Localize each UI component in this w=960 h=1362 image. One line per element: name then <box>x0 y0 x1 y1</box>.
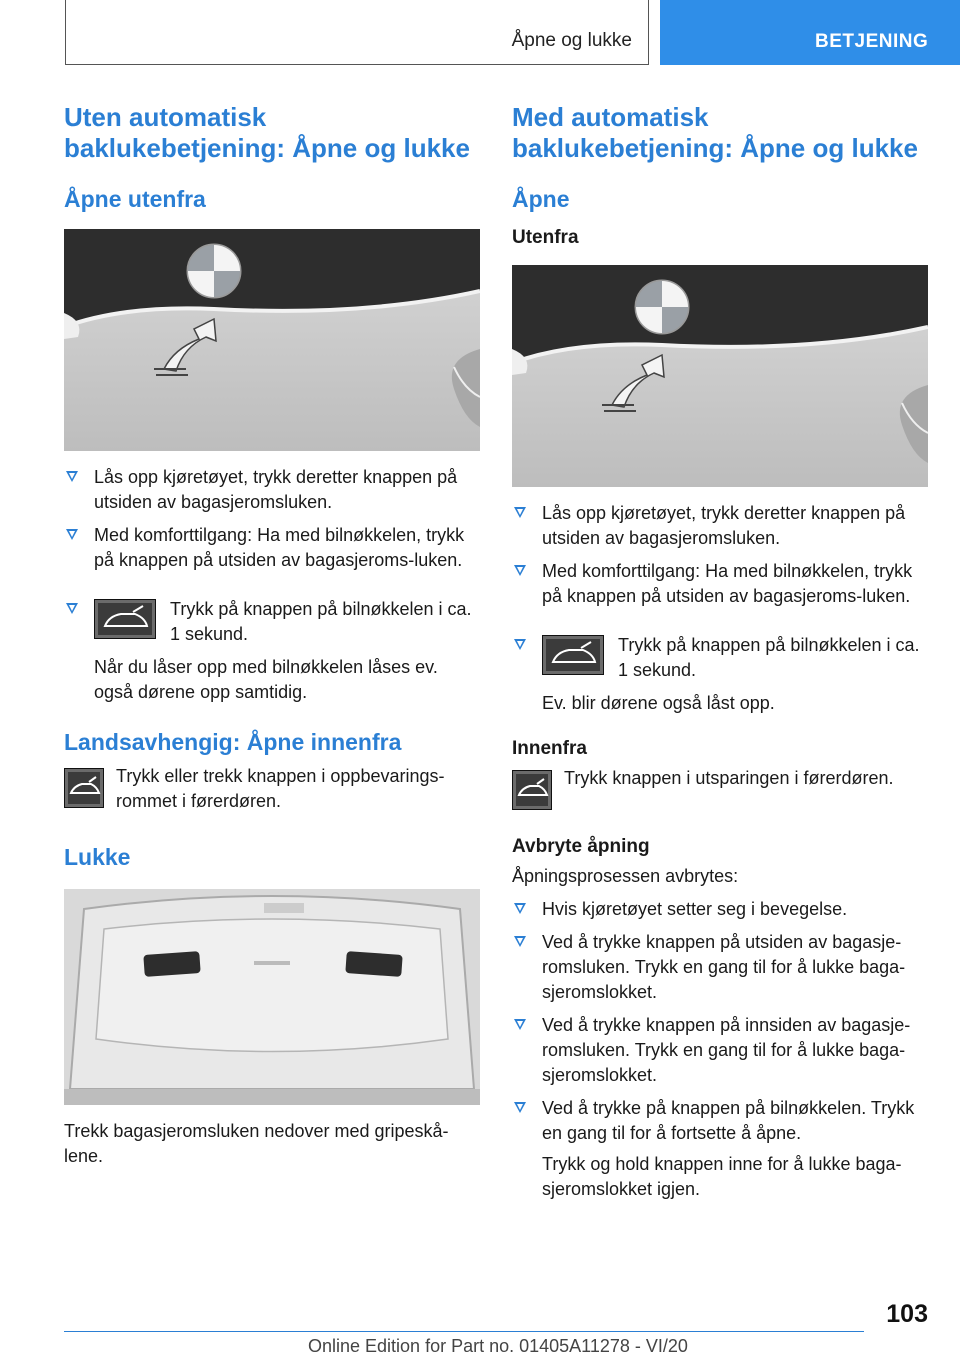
list-item: Ved å trykke knappen på utsiden av bagasje-romsluken. Trykk en gang til for å lukke baga-sjeromslokket. <box>512 930 928 1005</box>
right-inside-row <box>512 766 928 814</box>
left-open-outside-heading: Åpne utenfra <box>64 186 206 212</box>
left-section-title: Uten automatisk baklukebetjening: Åpne og lukke <box>64 102 470 163</box>
footer-edition: Online Edition for Part no. 01405A11278 - VI/20 <box>308 1336 688 1356</box>
chapter-tab[interactable] <box>660 0 960 65</box>
trunk-exterior-photo <box>64 229 480 451</box>
trunk-exterior-photo-right <box>512 265 928 487</box>
list-item: Lås opp kjøretøyet, trykk deretter knappen på utsiden av bagasjeromsluken. <box>512 501 928 551</box>
right-cancel-heading: Avbryte åpning <box>512 836 650 857</box>
trunk-button-arrow-illustration <box>64 229 480 451</box>
list-item: Ved å trykke knappen på innsiden av bagasje-romsluken. Trykk en gang til for å lukke baga-sjeromslokket. <box>512 1013 928 1088</box>
bullet-triangle-icon <box>514 639 526 650</box>
right-inside-heading: Innenfra <box>512 738 587 759</box>
left-inside-text: Trykk eller trekk knappen i oppbevarings-rommet i førerdøren. <box>116 766 445 811</box>
right-column <box>512 102 928 1202</box>
list-item: Lås opp kjøretøyet, trykk deretter knappen på utsiden av bagasjeromsluken. <box>64 465 480 515</box>
bullet-triangle-icon <box>514 903 526 914</box>
bullet-triangle-icon <box>514 936 526 947</box>
right-cancel-last-note: Trykk og hold knappen inne for å lukke baga-sjeromslokket igjen. <box>542 1154 902 1199</box>
bullet-triangle-icon <box>514 1019 526 1030</box>
list-item: Med komforttilgang: Ha med bilnøkkelen, trykk på knappen på utsiden av bagasjeroms-luken. <box>64 523 480 573</box>
right-key-text: Trykk på knappen på bilnøkkelen i ca. 1 sekund. <box>618 635 920 680</box>
left-close-heading: Lukke <box>64 844 131 870</box>
key-trunk-button-icon <box>542 635 604 675</box>
right-cancel-steps <box>512 897 928 1146</box>
left-inside-heading: Landsavhengig: Åpne innenfra <box>64 729 402 755</box>
left-key-step <box>64 597 480 647</box>
bullet-triangle-icon <box>66 529 78 540</box>
trunk-lid-interior-photo <box>64 889 480 1105</box>
header-section-title: Åpne og lukke <box>511 30 632 51</box>
left-key-note: Når du låser opp med bilnøkkelen låses ev. også dørene opp samtidig. <box>94 657 438 702</box>
door-trunk-button-icon <box>512 770 552 810</box>
left-column <box>64 102 480 1169</box>
door-trunk-button-icon <box>64 768 104 808</box>
bullet-triangle-icon <box>514 1102 526 1113</box>
right-key-step <box>512 633 928 683</box>
list-item: Ved å trykke på knappen på bilnøkkelen. Trykk en gang til for å fortsette å åpne. <box>512 1096 928 1146</box>
trunk-lid-handles-illustration <box>64 889 480 1105</box>
header-frame <box>65 0 649 65</box>
bullet-triangle-icon <box>514 565 526 576</box>
footer-divider <box>64 1331 864 1332</box>
bullet-triangle-icon <box>514 507 526 518</box>
page-number: 103 <box>886 1300 928 1328</box>
trunk-button-arrow-illustration <box>512 265 928 487</box>
right-open-heading: Åpne <box>512 186 570 212</box>
bullet-triangle-icon <box>66 471 78 482</box>
left-key-text: Trykk på knappen på bilnøkkelen i ca. 1 sekund. <box>170 599 472 644</box>
key-trunk-button-icon <box>94 599 156 639</box>
right-outside-heading: Utenfra <box>512 227 579 248</box>
right-key-note: Ev. blir dørene også låst opp. <box>542 693 775 713</box>
list-item: Hvis kjøretøyet setter seg i bevegelse. <box>512 897 928 922</box>
left-open-steps <box>64 465 480 573</box>
right-open-steps <box>512 501 928 609</box>
left-close-text: Trekk bagasjeromsluken nedover med gripeskå-lene. <box>64 1121 449 1166</box>
left-inside-row <box>64 764 480 814</box>
right-section-title: Med automatisk baklukebetjening: Åpne og lukke <box>512 102 918 163</box>
chapter-tab-label: BETJENING <box>815 31 929 52</box>
list-item: Med komforttilgang: Ha med bilnøkkelen, trykk på knappen på utsiden av bagasjeroms-luken. <box>512 559 928 609</box>
right-inside-text: Trykk knappen i utsparingen i førerdøren. <box>564 768 894 788</box>
right-cancel-intro: Åpningsprosessen avbrytes: <box>512 866 739 886</box>
bullet-triangle-icon <box>66 603 78 614</box>
